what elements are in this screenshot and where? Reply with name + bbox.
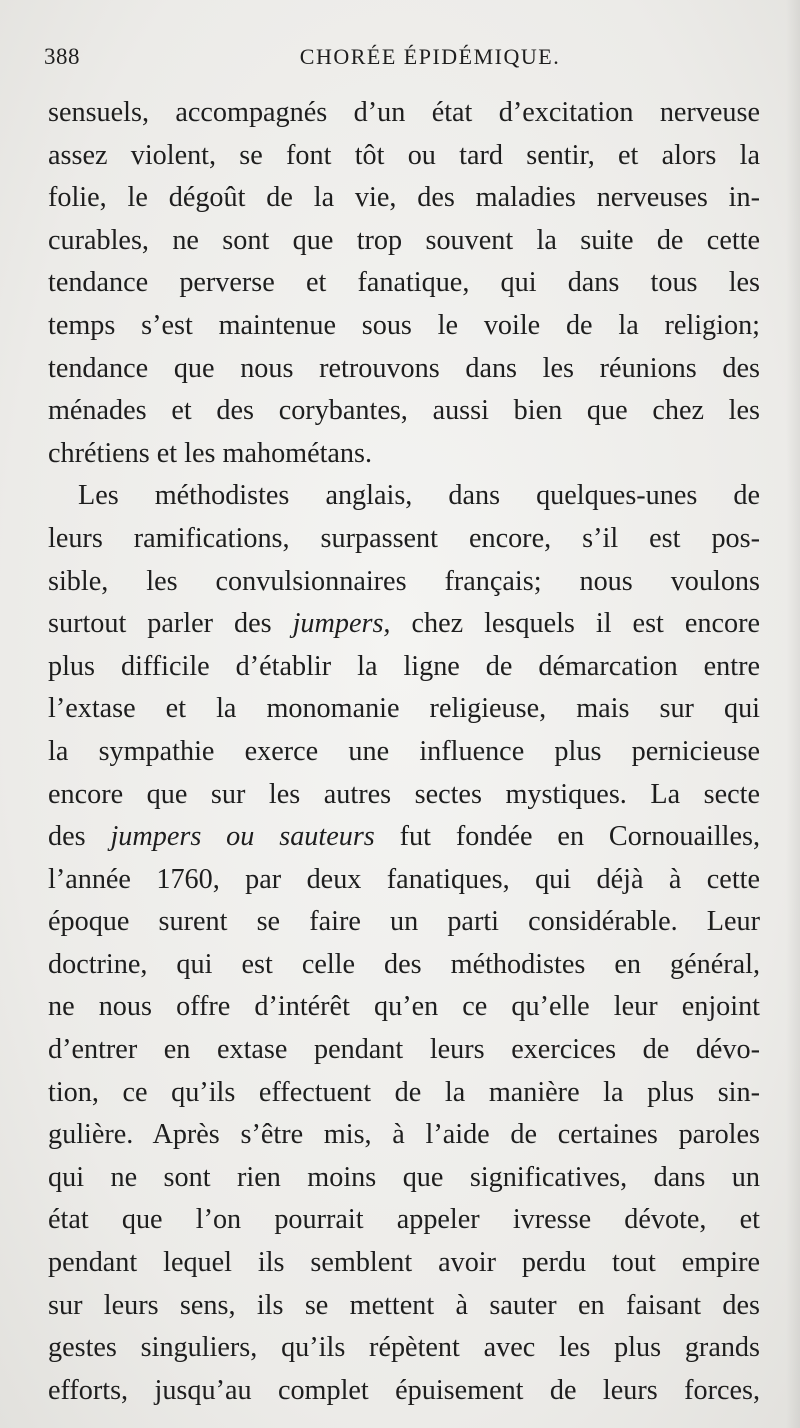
text-line-pre: des — [48, 821, 111, 853]
text-line-content: curables, ne sont que trop souvent la suite de cette — [48, 224, 760, 256]
text-line-content: sur leurs sens, ils se mettent à sauter en faisant des — [48, 1289, 760, 1321]
text-line — [48, 816, 760, 859]
text-line — [48, 262, 760, 305]
text-line — [48, 561, 760, 604]
text-line-content: état que l’on pourrait appeler ivresse dévote, et — [48, 1204, 760, 1236]
text-line-content: pendant lequel ils semblent avoir perdu tout empire — [48, 1247, 760, 1279]
text-line-italic: jumpers, — [292, 608, 391, 640]
text-line-content: sible, les convulsionnaires français; nous voulons — [48, 565, 760, 597]
text-line — [48, 1285, 760, 1328]
text-line-content: ménades et des corybantes, aussi bien que chez les — [48, 395, 760, 427]
text-line-content: doctrine, qui est celle des méthodistes en général, — [48, 948, 760, 980]
text-line — [48, 348, 760, 391]
text-line — [48, 731, 760, 774]
text-line — [48, 433, 760, 476]
text-line — [48, 1114, 760, 1157]
text-line — [48, 1029, 760, 1072]
text-line-italic: jumpers ou sauteurs — [110, 821, 375, 853]
page-number: 388 — [44, 44, 80, 69]
text-line-content: l’année 1760, par deux fanatiques, qui déjà à cette — [48, 863, 760, 895]
text-line — [48, 688, 760, 731]
text-line-content: temps s’est maintenue sous le voile de la religion; — [48, 309, 760, 341]
text-line-content: la sympathie exerce une influence plus pernicieuse — [48, 735, 760, 767]
text-line — [48, 646, 760, 689]
text-line-post: chez lesquels il est encore — [390, 608, 760, 640]
text-line-content: qui ne sont rien moins que significatives, dans un — [48, 1161, 760, 1193]
text-line — [48, 901, 760, 944]
text-line-content: l’extase et la monomanie religieuse, mais sur qui — [48, 693, 760, 725]
text-line — [48, 135, 760, 178]
text-line-content: d’entrer en extase pendant leurs exercices de dévo- — [48, 1034, 760, 1066]
text-line-content: encore que sur les autres sectes mystiques. La secte — [48, 778, 760, 810]
text-line — [48, 1327, 760, 1370]
text-line — [48, 1072, 760, 1115]
text-line — [48, 986, 760, 1029]
text-line — [48, 518, 760, 561]
text-line-content: assez violent, se font tôt ou tard sentir, et alors la — [48, 139, 760, 171]
text-line-content: plus difficile d’établir la ligne de démarcation entre — [48, 650, 760, 682]
text-line-content: gestes singuliers, qu’ils répètent avec les plus grands — [48, 1332, 760, 1364]
text-line — [48, 220, 760, 263]
text-line — [48, 177, 760, 220]
text-line — [48, 1242, 760, 1285]
text-line — [48, 774, 760, 817]
text-line-content: tion, ce qu’ils effectuent de la manière la plus sin- — [48, 1076, 760, 1108]
text-line-content: Les méthodistes anglais, dans quelques-unes de — [78, 480, 760, 512]
running-title: CHORÉE ÉPIDÉMIQUE. — [299, 44, 561, 69]
text-line — [48, 475, 760, 518]
text-line-content: sensuels, accompagnés d’un état d’excitation nerveuse — [48, 97, 760, 128]
text-line-content: gulière. Après s’être mis, à l’aide de certaines paroles — [48, 1119, 760, 1151]
text-line-post: fut fondée en Cornouailles, — [374, 821, 761, 853]
page-edge-shadow — [786, 0, 800, 1428]
text-line — [48, 859, 760, 902]
text-line — [48, 1370, 760, 1413]
text-line-content: folie, le dégoût de la vie, des maladies nerveuses in- — [48, 182, 760, 214]
page-header — [40, 44, 760, 84]
text-line-content: chrétiens et les mahométans. — [48, 437, 373, 469]
text-line — [48, 92, 760, 135]
body-text — [48, 92, 760, 1412]
text-line — [48, 944, 760, 987]
text-line — [48, 305, 760, 348]
text-line — [48, 1199, 760, 1242]
text-line-content: efforts, jusqu’au complet épuisement de leurs forces, — [48, 1374, 760, 1406]
text-line-content: leurs ramifications, surpassent encore, s’il est pos- — [48, 522, 760, 554]
text-line-pre: surtout parler des — [48, 608, 293, 640]
text-line — [48, 390, 760, 433]
text-line-content: tendance perverse et fanatique, qui dans tous les — [48, 267, 760, 299]
text-line-content: tendance que nous retrouvons dans les réunions des — [48, 352, 760, 384]
text-line-content: ne nous offre d’intérêt qu’en ce qu’elle leur enjoint — [48, 991, 760, 1023]
text-line-content: époque surent se faire un parti considérable. Leur — [48, 906, 760, 938]
text-line — [48, 603, 760, 646]
text-line — [48, 1157, 760, 1200]
